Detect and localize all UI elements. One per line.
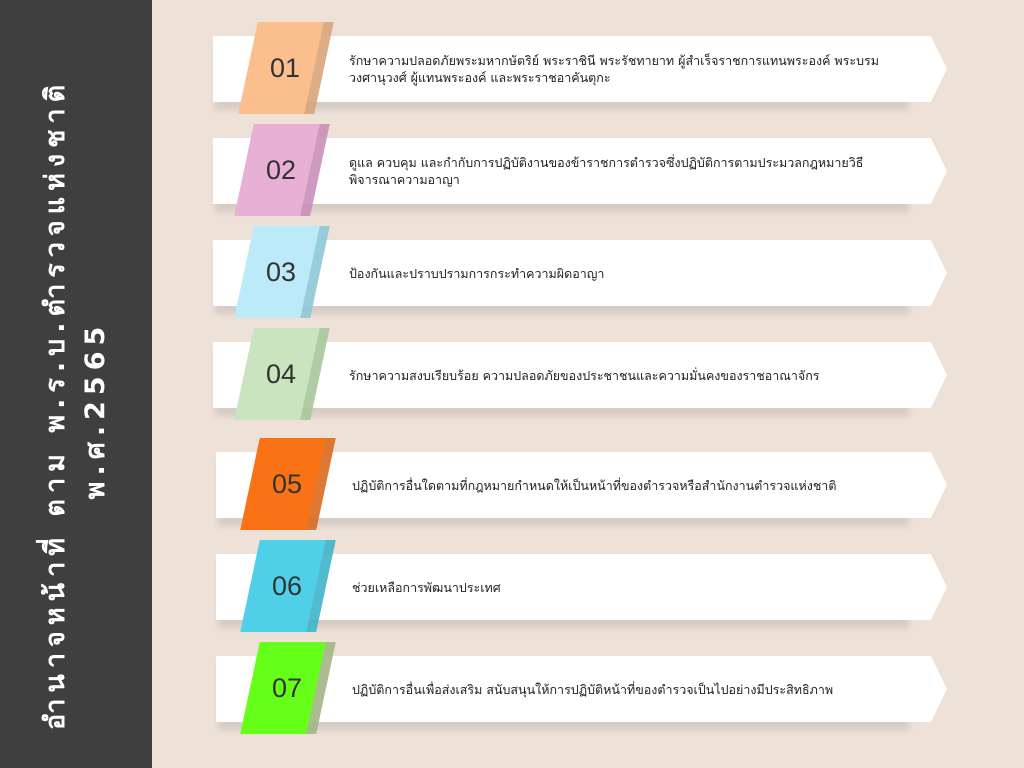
- item-number: 04: [265, 358, 297, 389]
- item-description: ช่วยเหลือการพัฒนาประเทศ: [352, 580, 501, 595]
- item-description: ป้องกันและปราบปรามการกระทำความผิดอาญา: [349, 266, 605, 281]
- item-description: รักษาความปลอดภัยพระมหากษัตริย์ พระราชินี พระรัชทายาท ผู้สำเร็จราชการแทนพระองค์ พระบรมวงศานุวงศ์ ผู้แทนพระองค์ และพระราชอาคันตุกะ: [349, 53, 879, 85]
- title-line-1: อำนาจหน้าที่ ตาม พ.ร.บ.ตำรวจแห่งชาติ: [40, 78, 71, 730]
- item-number: 01: [269, 52, 301, 83]
- item-description: ปฏิบัติการอื่นเพื่อส่งเสริม สนับสนุนให้การปฏิบัติหน้าที่ของตำรวจเป็นไปอย่างมีประสิทธิภาพ: [352, 682, 834, 697]
- item-number: 06: [271, 570, 303, 601]
- item-number: 03: [265, 256, 297, 287]
- item-number: 02: [265, 154, 297, 185]
- item-number: 05: [271, 468, 303, 499]
- duty-item: [0, 328, 1024, 448]
- item-description: ปฏิบัติการอื่นใดตามที่กฎหมายกำหนดให้เป็นหน้าที่ของตำรวจหรือสำนักงานตำรวจแห่งชาติ: [352, 478, 837, 493]
- title-line-2: พ.ศ.2565: [80, 320, 111, 500]
- item-description: ดูแล ควบคุม และกำกับการปฏิบัติงานของข้าราชการตำรวจซึ่งปฏิบัติการตามประมวลกฎหมายวิธีพิจารณาความอาญา: [349, 155, 864, 187]
- duty-item: [0, 642, 1024, 762]
- item-number: 07: [271, 672, 303, 703]
- item-description: รักษาความสงบเรียบร้อย ความปลอดภัยของประชาชนและความมั่นคงของราชอาณาจักร: [349, 368, 820, 383]
